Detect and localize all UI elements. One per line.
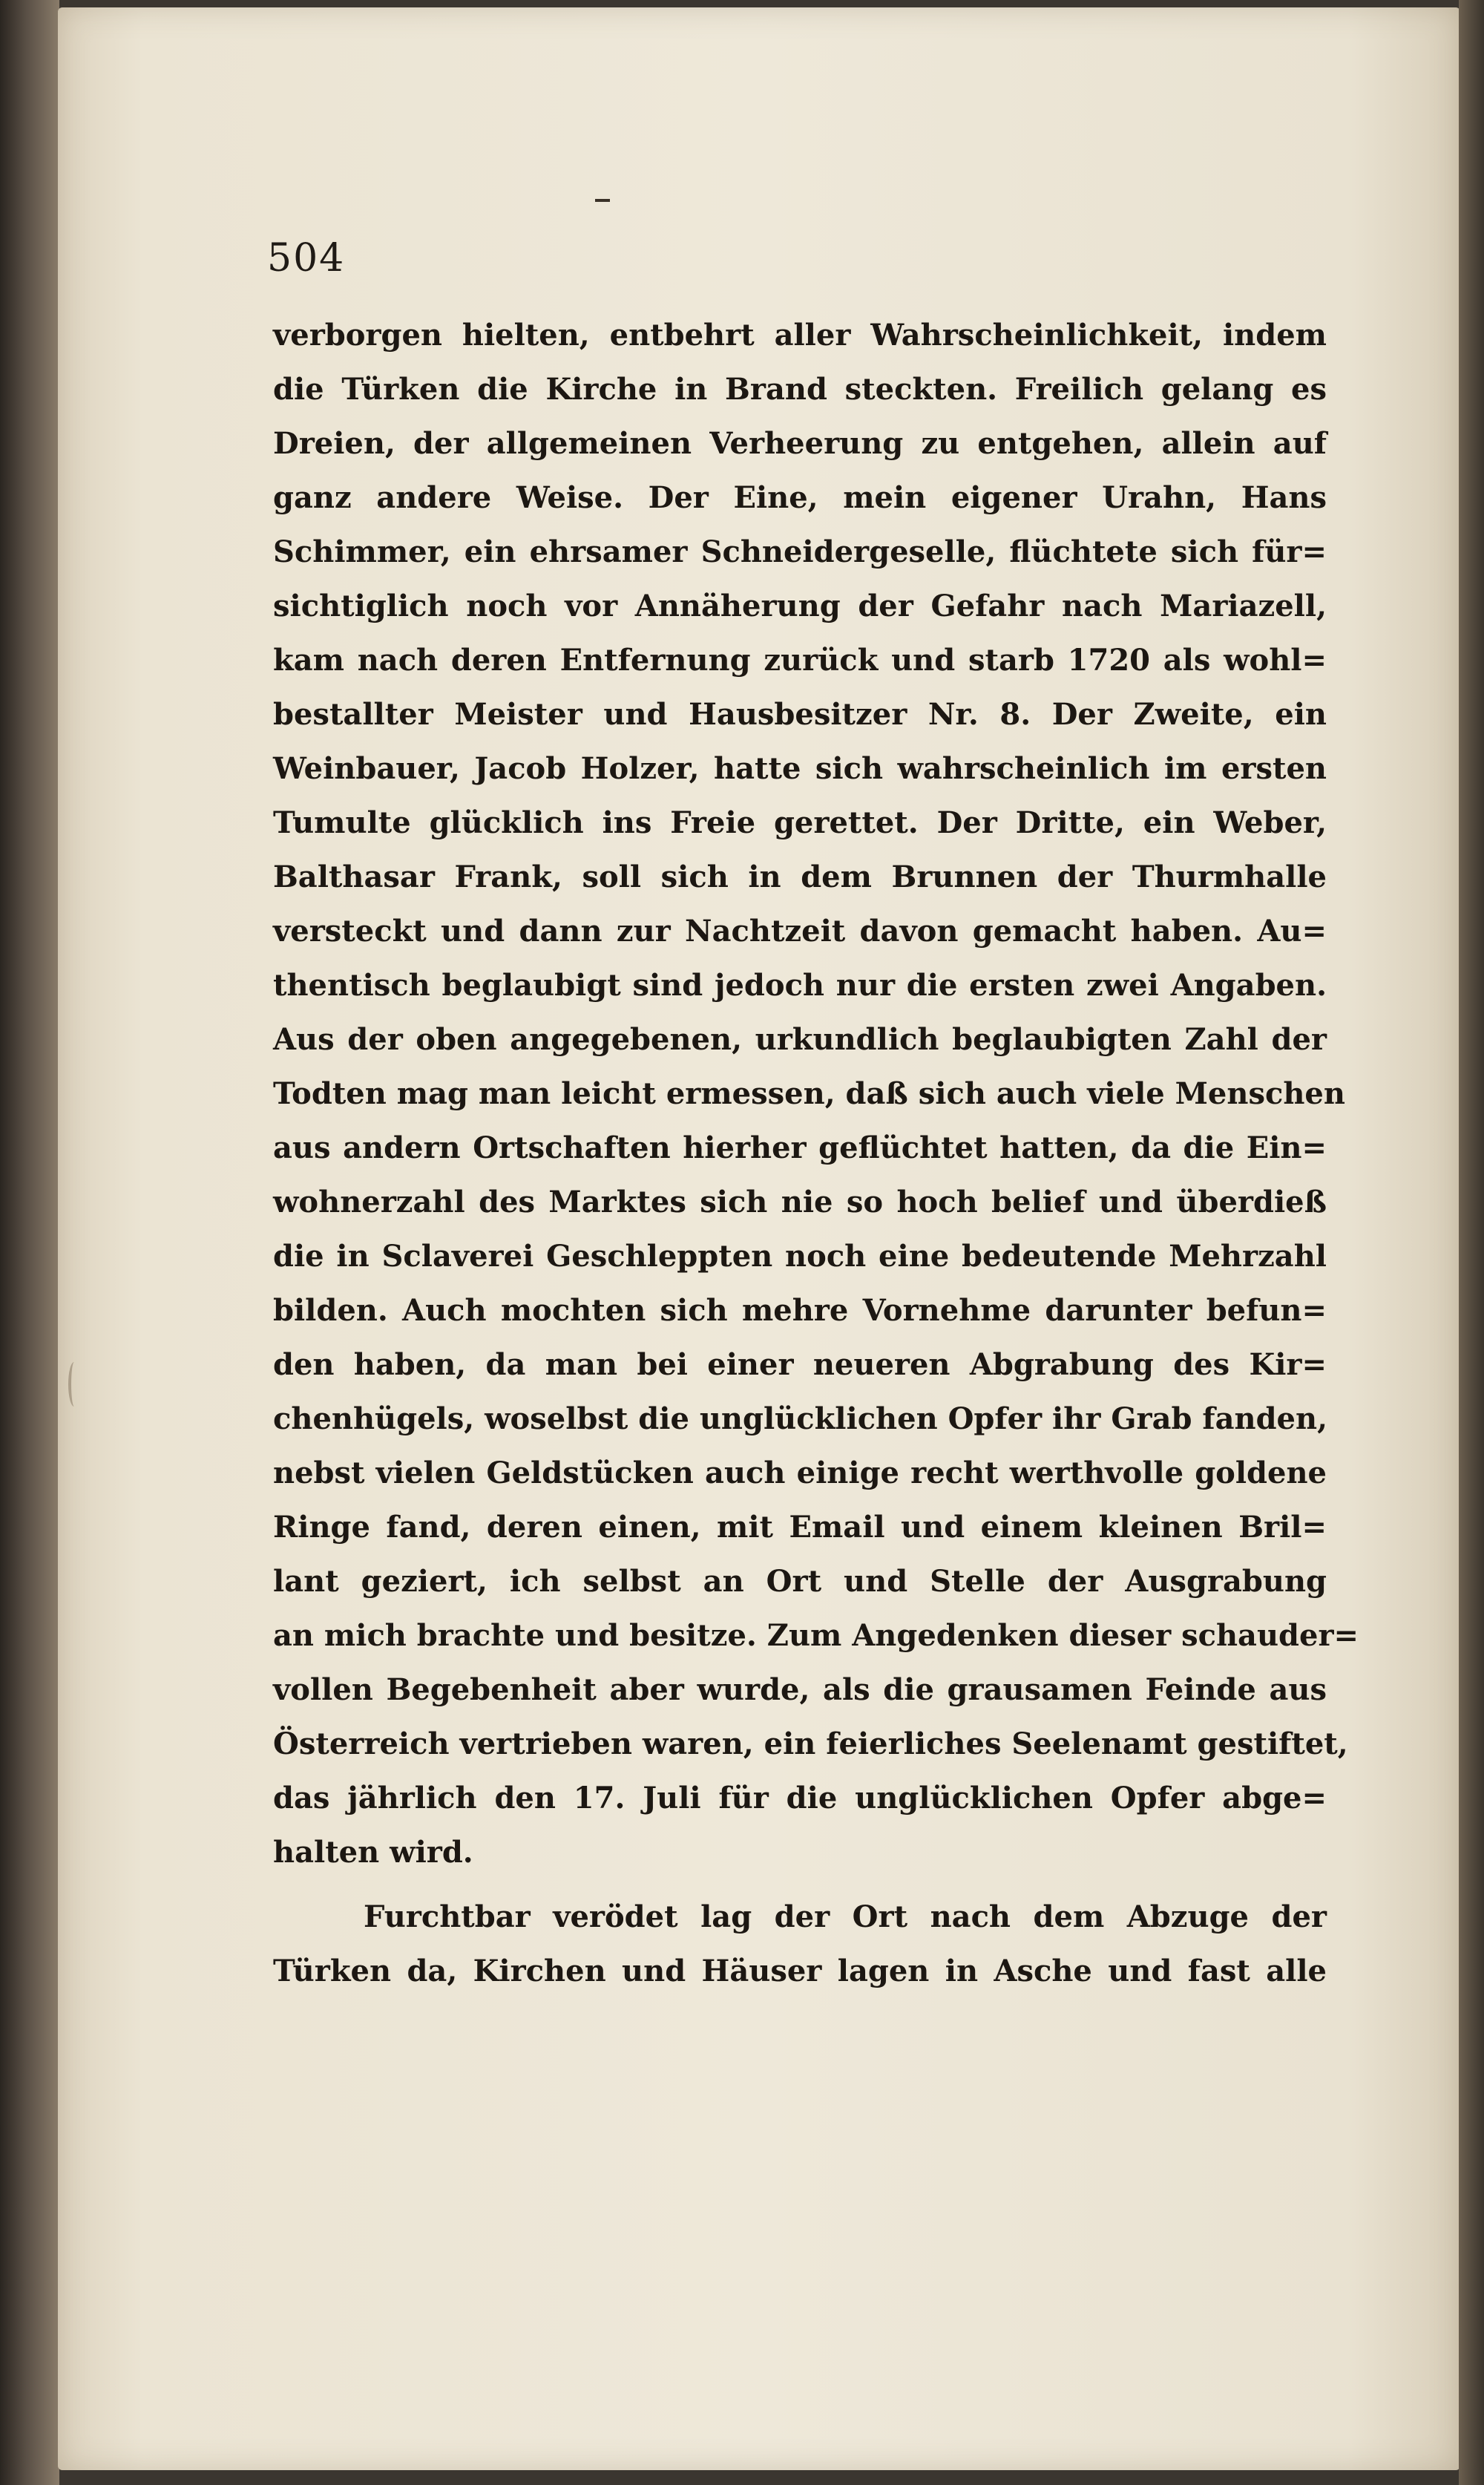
book-binding-shadow	[0, 0, 59, 2485]
text-line: versteckt und dann zur Nachtzeit davon gemacht haben. Au=	[273, 914, 1327, 949]
text-line: Furchtbar verödet lag der Ort nach dem Abzuge der	[364, 1899, 1327, 1934]
text-line: ganz andere Weise. Der Eine, mein eigener Urahn, Hans	[273, 480, 1327, 515]
text-line: chenhügels, woselbst die unglücklichen Opfer ihr Grab fanden,	[273, 1401, 1328, 1436]
text-line: thentisch beglaubigt sind jedoch nur die ersten zwei Angaben.	[273, 968, 1327, 1003]
text-line: Weinbauer, Jacob Holzer, hatte sich wahrscheinlich im ersten	[273, 751, 1327, 786]
text-line: Türken da, Kirchen und Häuser lagen in Asche und fast alle	[273, 1954, 1327, 1988]
text-line: kam nach deren Entfernung zurück und starb 1720 als wohl=	[273, 643, 1327, 678]
text-line: Schimmer, ein ehrsamer Schneidergeselle, flüchtete sich für=	[273, 534, 1327, 569]
text-line: die Türken die Kirche in Brand steckten. Freilich gelang es	[273, 372, 1327, 407]
paragraph-2	[273, 1890, 1327, 1998]
text-line: Österreich vertrieben waren, ein feierliches Seelenamt gestiftet,	[273, 1726, 1348, 1761]
paragraph-gap	[273, 1879, 1327, 1890]
text-line: Balthasar Frank, soll sich in dem Brunnen der Thurmhalle	[273, 860, 1327, 894]
text-line: lant geziert, ich selbst an Ort und Stelle der Ausgrabung	[273, 1564, 1327, 1599]
page-number: 504	[267, 236, 346, 281]
text-line: verborgen hielten, entbehrt aller Wahrscheinlichkeit, indem	[273, 318, 1327, 353]
text-line: Aus der oben angegebenen, urkundlich beglaubigten Zahl der	[273, 1022, 1327, 1057]
body-text	[273, 308, 1359, 1998]
text-line: wohnerzahl des Marktes sich nie so hoch belief und überdieß	[273, 1185, 1327, 1219]
text-line: den haben, da man bei einer neueren Abgrabung des Kir=	[273, 1347, 1327, 1382]
text-line: aus andern Ortschaften hierher geflüchtet hatten, da die Ein=	[273, 1130, 1327, 1165]
header-mark	[595, 199, 610, 202]
text-line: das jährlich den 17. Juli für die unglücklichen Opfer abge=	[273, 1781, 1327, 1816]
text-line: sichtiglich noch vor Annäherung der Gefahr nach Mariazell,	[273, 589, 1327, 623]
text-line: Todten mag man leicht ermessen, daß sich auch viele Menschen	[273, 1076, 1345, 1111]
text-line: bilden. Auch mochten sich mehre Vornehme darunter befun=	[273, 1293, 1327, 1328]
paper-crease-mark	[68, 1362, 80, 1407]
text-line: Dreien, der allgemeinen Verheerung zu entgehen, allein auf	[273, 426, 1327, 461]
text-line: Tumulte glücklich ins Freie gerettet. Der Dritte, ein Weber,	[273, 805, 1327, 840]
book-fore-edge	[1459, 0, 1484, 2485]
text-line: halten wird.	[273, 1835, 473, 1870]
text-line: Ringe fand, deren einen, mit Email und einem kleinen Bril=	[273, 1510, 1327, 1545]
text-line: an mich brachte und besitze. Zum Angedenken dieser schauder=	[273, 1618, 1359, 1653]
text-line: bestallter Meister und Hausbesitzer Nr. 8. Der Zweite, ein	[273, 697, 1327, 732]
paragraph-1	[273, 308, 1359, 1879]
text-line: nebst vielen Geldstücken auch einige recht werthvolle goldene	[273, 1456, 1327, 1490]
text-line: vollen Begebenheit aber wurde, als die grausamen Feinde aus	[273, 1672, 1327, 1707]
text-line: die in Sclaverei Geschleppten noch eine bedeutende Mehrzahl	[273, 1239, 1327, 1274]
